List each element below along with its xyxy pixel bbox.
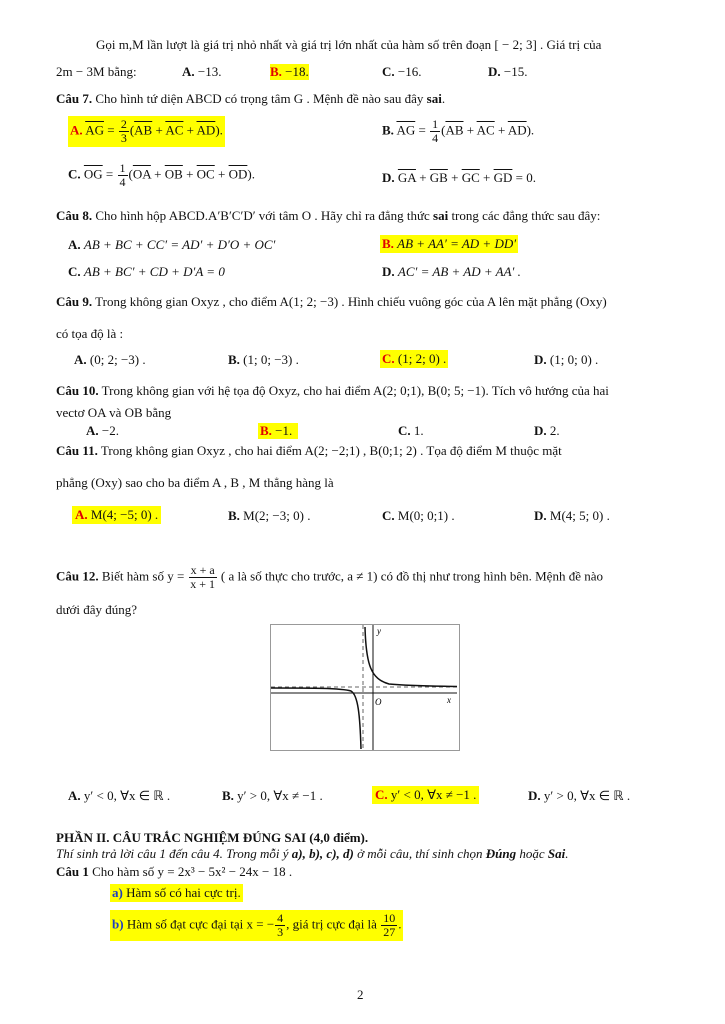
q12-option-b: B. y′ > 0, ∀x ≠ −1 . (222, 788, 323, 803)
q7-stem: Câu 7. Cho hình tứ diện ABCD có trọng tâm G . Mệnh đề nào sau đây sai. (56, 91, 446, 106)
q6-option-d: D. −15. (488, 64, 528, 79)
q9-option-c: C. (1; 2; 0) . (382, 351, 447, 366)
q6-option-c: C. −16. (382, 64, 422, 79)
q7-option-d: D. $\overline{GA} + \overline{GB} + \overline{GC} + \overline{GD} = 0$. (382, 170, 536, 185)
q12-graph (270, 624, 460, 751)
part2-q1-item-b: b) Hàm số đạt cực đại tại x = − $\frac{4}{3}$ , giá trị cực đại là $\frac{10}{27}$ . (112, 911, 402, 939)
part2-q1-stem: Câu 1 Cho hàm số y = 2x³ − 5x² − 24x − 18 . (56, 864, 293, 879)
part2-title: PHẦN II. CÂU TRẮC NGHIỆM ĐÚNG SAI (4,0 điểm). (56, 830, 369, 845)
q12-option-d: D. y′ > 0, ∀x ∈ ℝ . (528, 788, 631, 803)
q12-stem-2: dưới đây đúng? (56, 602, 138, 617)
q12-option-c: C. y′ < 0, ∀x ≠ −1 . (372, 786, 479, 804)
q9-stem-2: có tọa độ là : (56, 326, 124, 341)
q7-option-c: C. $\overline{OG}$ = $\frac{1}{4}$ $(\overline{OA} + \overline{OB} + \overline{OC} + \overline{OD})$. (68, 161, 255, 189)
q8-stem: Câu 8. Cho hình hộp ABCD.A′B′C′D′ với tâm O . Hãy chỉ ra đẳng thức sai trong các đẳng thức sau đây: (56, 208, 601, 223)
q10-stem-2: vectơ OA và OB bằng (56, 405, 172, 420)
q9-option-d: D. (1; 0; 0) . (534, 352, 599, 367)
q6-option-b: B. −18. (270, 64, 309, 79)
q8-option-c: C. AB + BC′ + CD + D′A = 0 (68, 264, 225, 279)
q11-option-d: D. M(4; 5; 0) . (534, 508, 610, 523)
q6-option-a: A. −13. (182, 64, 222, 79)
q10-option-a: A. −2. (86, 423, 119, 438)
q8-option-d: D. AC′ = AB + AD + AA′ . (382, 264, 521, 279)
q9-stem: Câu 9. Trong không gian Oxyz , cho điểm A(1; 2; −3) . Hình chiếu vuông góc của A lên mặt phẳng (Oxy) (56, 294, 607, 309)
page-number: 2 (357, 987, 364, 1002)
q9-option-a: A. (0; 2; −3) . (74, 352, 146, 367)
graph-left-branch (271, 688, 361, 749)
q12-stem: Câu 12. Biết hàm số y = $\frac{x + a}{x + 1}$ ( a là số thực cho trước, a ≠ 1) có đồ thị như trong hình bên. Mệnh đề nào (56, 563, 603, 591)
part2-instructions: Thí sinh trả lời câu 1 đến câu 4. Trong mỗi ý a), b), c), d) ở mỗi câu, thí sinh chọn Đúng hoặc Sai. (56, 846, 569, 861)
q9-option-b: B. (1; 0; −3) . (228, 352, 299, 367)
graph-y-label: y (377, 626, 381, 636)
q11-stem-2: phẳng (Oxy) sao cho ba điểm A , B , M thẳng hàng là (56, 475, 334, 490)
q10-option-b: B. −1. (258, 423, 298, 439)
q7-option-a: A. $\overline{AG}$ = $\frac{2}{3}$ $(\overline{AB} + \overline{AC} + \overline{AD})$. (70, 117, 223, 145)
graph-x-label: x (447, 695, 451, 705)
q8-option-b: B. AB + AA′ = AD + DD′ (382, 236, 517, 251)
q11-option-a: A. M(4; −5; 0) . (72, 506, 161, 524)
q8-option-a: A. AB + BC + CC′ = AD′ + D′O + OC′ (68, 237, 276, 252)
q6-lead: 2m − 3M bằng: (56, 64, 137, 79)
part2-q1-item-a: a) Hàm số có hai cực trị. (112, 885, 241, 900)
q10-option-d: D. 2. (534, 423, 560, 438)
intro-line: Gọi m,M lần lượt là giá trị nhỏ nhất và giá trị lớn nhất của hàm số trên đoạn [ − 2; 3] . Giá trị của (96, 37, 602, 52)
q12-graph-svg (271, 625, 459, 750)
q11-option-b: B. M(2; −3; 0) . (228, 508, 311, 523)
graph-origin-label: O (375, 697, 382, 707)
q11-stem: Câu 11. Trong không gian Oxyz , cho hai điểm A(2; −2;1) , B(0;1; 2) . Tọa độ điểm M thuộc mặt (56, 443, 562, 458)
q12-option-a: A. y′ < 0, ∀x ∈ ℝ . (68, 788, 171, 803)
q7-option-b: B. $\overline{AG}$ = $\frac{1}{4}$ $(\overline{AB} + \overline{AC} + \overline{AD})$. (382, 117, 535, 145)
q11-option-c: C. M(0; 0;1) . (382, 508, 455, 523)
q10-option-c: C. 1. (398, 423, 424, 438)
q10-stem: Câu 10. Trong không gian với hệ tọa độ Oxyz, cho hai điểm A(2; 0;1), B(0; 5; −1). Tích vô hướng của hai (56, 383, 609, 398)
